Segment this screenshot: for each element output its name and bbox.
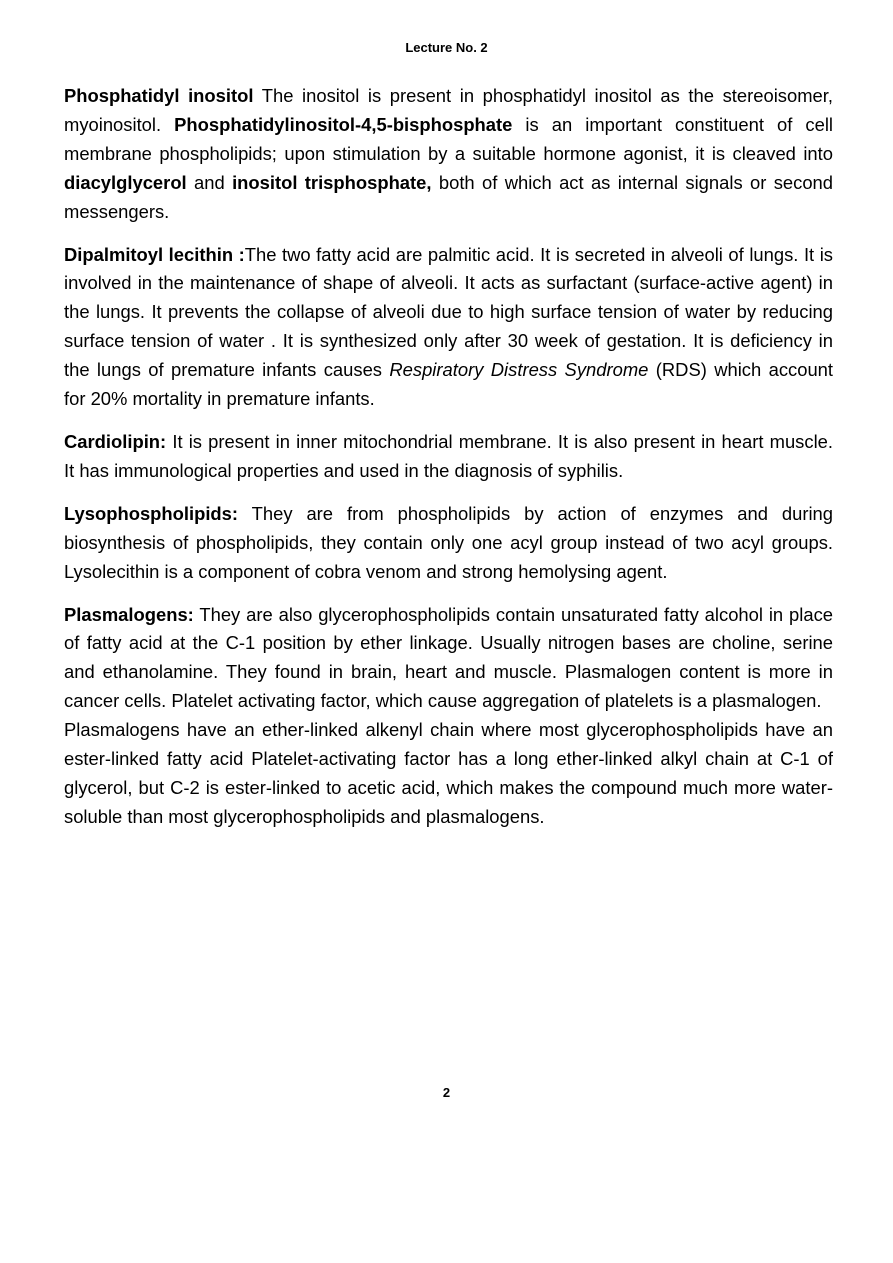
- paragraph-lysophospholipids: [64, 500, 833, 587]
- paragraph-text: The two fatty acid are palmitic acid. It is secreted in alveoli of lungs. It is involved in the maintenance of shape of alveoli. It acts as surfactant (surface-active agent) in the lungs. It prevents the collapse of alveoli due to high surface tension of water by reducing surface tension of water . It is synthesized only after 30 week of gestation. It is deficiency in the lungs of premature infants causes: [64, 243, 833, 381]
- paragraph-phosphatidyl-inositol: [64, 82, 833, 227]
- page-number: 2: [442, 1085, 451, 1100]
- paragraph-text: and: [186, 171, 233, 193]
- term-phosphatidyl-inositol: Phosphatidyl inositol: [64, 85, 254, 106]
- paragraph-text: Plasmalogens have an ether-linked alkenyl chain where most glycerophospholipids have an ester-linked fatty acid Platelet-activating factor has a long ether-linked alkyl chain at C-1 of glycerol, but C-2 is ester-linked to acetic acid, which makes the compound much more water-soluble than most glycerophospholipids and plasmalogens.: [64, 719, 833, 827]
- paragraph-cardiolipin: [64, 428, 833, 486]
- paragraph-text: (RDS) which account for 20% mortality in premature infants.: [64, 359, 834, 410]
- paragraph-plasmalogens-continued: [64, 716, 833, 832]
- paragraph-text: The inositol is present in phosphatidyl inositol as the stereoisomer, myoinositol.: [64, 85, 833, 135]
- term-rds: Respiratory Distress Syndrome: [389, 359, 649, 381]
- paragraph-text: They are also glycerophospholipids contain unsaturated fatty alcohol in place of fatty acid at the C-1 position by ether linkage. Usually nitrogen bases are choline, serine and ethanolamine. They found in brain, heart and muscle. Plasmalogen content is more in cancer cells. Platelet activating factor, which cause aggregation of platelets is a plasmalogen.: [64, 603, 833, 712]
- paragraph-dipalmitoyl-lecithin: [64, 241, 833, 414]
- page-header: Lecture No. 2: [405, 40, 488, 55]
- term-dipalmitoyl-lecithin: Dipalmitoyl lecithin :: [64, 243, 245, 265]
- term-inositol-trisphosphate: inositol trisphosphate,: [232, 171, 432, 193]
- paragraph-plasmalogens: [64, 601, 833, 717]
- paragraph-text: is an important constituent of cell membrane phospholipids; upon stimulation by a suitable hormone agonist, it is cleaved into: [64, 113, 833, 164]
- document-body: [64, 82, 833, 846]
- term-diacylglycerol: diacylglycerol: [64, 171, 187, 193]
- term-lysophospholipids: Lysophospholipids:: [64, 502, 239, 524]
- paragraph-text: They are from phospholipids by action of enzymes and during biosynthesis of phospholipids, they contain only one acyl group instead of two acyl groups. Lysolecithin is a component of cobra venom and strong hemolysing agent.: [64, 502, 833, 582]
- paragraph-text: It is present in inner mitochondrial membrane. It is also present in heart muscle. It has immunological properties and used in the diagnosis of syphilis.: [64, 430, 833, 481]
- term-plasmalogens: Plasmalogens:: [64, 603, 194, 625]
- term-cardiolipin: Cardiolipin:: [64, 430, 167, 452]
- term-pip2: Phosphatidylinositol-4,5-bisphosphate: [174, 113, 513, 135]
- paragraph-text: both of which act as internal signals or second messengers.: [64, 171, 834, 222]
